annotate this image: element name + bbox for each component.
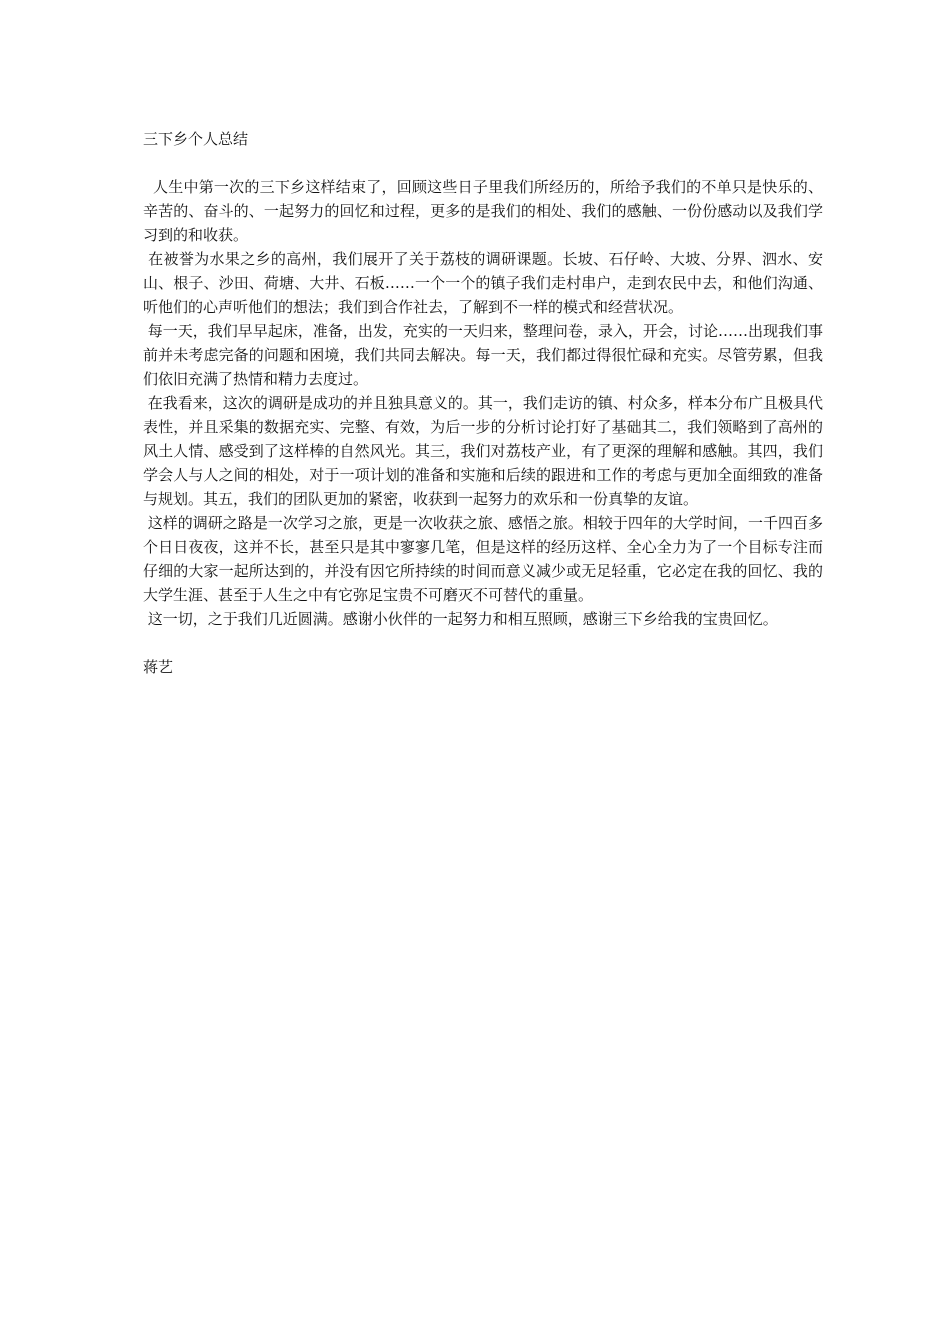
document-content — [143, 175, 823, 631]
paragraph-reflection: 这样的调研之路是一次学习之旅，更是一次收获之旅、感悟之旅。相较于四年的大学时间，一千四百多个日日夜夜，这并不长，甚至只是其中寥寥几笔，但是这样的经历这样、全心全力为了一个目标专注而仔细的大家一起所达到的，并没有因它所持续的时间而意义减少或无足轻重，它必定在我的回忆、我的大学生涯、甚至于人生之中有它弥足宝贵不可磨灭不可替代的重量。 — [143, 514, 823, 604]
document-title: 三下乡个人总结 — [143, 130, 249, 148]
paragraph-closing: 这一切，之于我们几近圆满。感谢小伙伴的一起努力和相互照顾，感谢三下乡给我的宝贵回忆。 — [143, 610, 778, 628]
document-body — [143, 127, 823, 679]
paragraph-significance: 在我看来，这次的调研是成功的并且独具意义的。其一，我们走访的镇、村众多，样本分布广且极具代表性，并且采集的数据充实、完整、有效，为后一步的分析讨论打好了基础其二，我们领略到了高州的风土人情、感受到了这样棒的自然风光。其三，我们对荔枝产业，有了更深的理解和感触。其四，我们学会人与人之间的相处，对于一项计划的准备和实施和后续的跟进和工作的考虑与更加全面细致的准备与规划。其五，我们的团队更加的紧密，收获到一起努力的欢乐和一份真挚的友谊。 — [143, 394, 823, 508]
paragraph-intro: 人生中第一次的三下乡这样结束了，回顾这些日子里我们所经历的，所给予我们的不单只是快乐的、辛苦的、奋斗的、一起努力的回忆和过程，更多的是我们的相处、我们的感触、一份份感动以及我们学习到的和收获。 — [143, 178, 823, 244]
paragraph-research-topic: 在被誉为水果之乡的高州，我们展开了关于荔枝的调研课题。长坡、石仔岭、大坡、分界、泗水、安山、根子、沙田、荷塘、大井、石板……一个一个的镇子我们走村串户，走到农民中去，和他们沟通、听他们的心声听他们的想法；我们到合作社去，了解到不一样的模式和经营状况。 — [143, 250, 823, 316]
author-signature: 蒋艺 — [143, 658, 174, 676]
paragraph-daily-routine: 每一天，我们早早起床，准备，出发，充实的一天归来，整理问卷，录入，开会，讨论……出现我们事前并未考虑完备的问题和困境，我们共同去解决。每一天，我们都过得很忙碌和充实。尽管劳累，但我们依旧充满了热情和精力去度过。 — [143, 322, 823, 388]
